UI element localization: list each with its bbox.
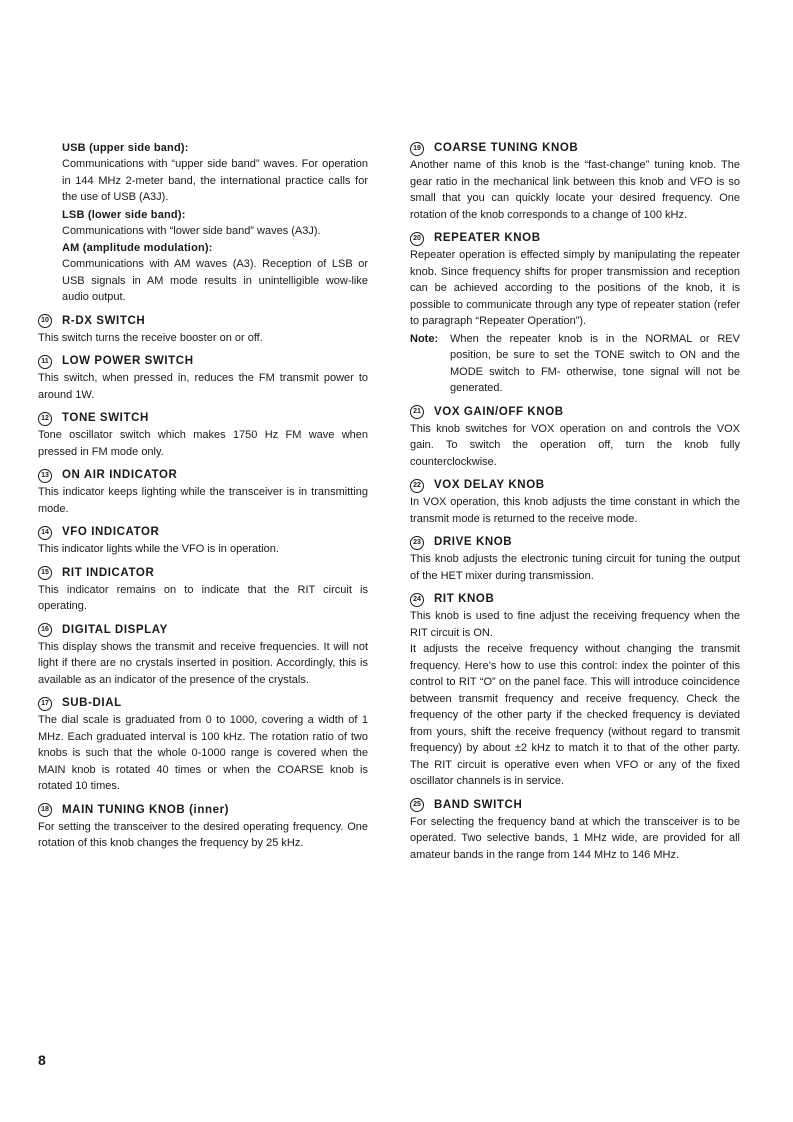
section-number-badge: 19 — [410, 142, 424, 156]
section-number-badge: 24 — [410, 593, 424, 607]
note-text: When the repeater knob is in the NORMAL or REV position, be sure to set the TONE switch to ON and the MODE switch to FM- otherwise, tone signal will not be generated. — [450, 332, 740, 394]
section-text: Repeater operation is effected simply by manipulating the repeater knob. Since frequency shifts for proper transmission and reception can be achieved according to the positions of the knob, it is possible to communicate through any type of repeater station (refer to paragraph “Repeater Operation”). — [410, 249, 740, 327]
section-title: ON AIR INDICATOR — [62, 469, 178, 481]
section-title: BAND SWITCH — [434, 798, 523, 811]
section-text: This indicator remains on to indicate that the RIT circuit is operating. — [38, 583, 368, 612]
section-21 — [410, 404, 740, 471]
section-22 — [410, 477, 740, 527]
section-18 — [38, 802, 368, 852]
section-title: VOX GAIN/OFF KNOB — [434, 405, 564, 418]
section-number-badge: 23 — [410, 536, 424, 550]
section-title: TONE SWITCH — [62, 412, 149, 424]
section-text: It adjusts the receive frequency without changing the transmit frequency. Here’s how to use this control: index the pointer of this control to RIT “O” on the panel face. This will introduce coincidence between transmit frequency and receive frequency. Check the frequency of the other party if the checked frequency is deviated from yours, shift the receive frequency (without regard to transmit frequency) by about ±2 kHz to match it to that of the other party. The RIT circuit is operative even when VFO or any of the fixed oscillator channels is in service. — [410, 643, 740, 787]
section-number-badge: 22 — [410, 479, 424, 493]
section-number-badge: 20 — [410, 232, 424, 246]
section-title: MAIN TUNING KNOB (inner) — [62, 803, 230, 816]
section-text: This indicator lights while the VFO is in operation. — [38, 543, 279, 555]
section-number-badge: 16 — [38, 623, 52, 637]
section-text: Another name of this knob is the “fast-change” tuning knob. The gear ratio in the mechanical link between this knob and VFO is so small that you can quickly locate your desired frequency. One rotation of the knob corresponds to a change of 100 kHz. — [410, 159, 740, 221]
section-text: This indicator keeps lighting while the transceiver is in transmitting mode. — [38, 486, 368, 515]
section-number-badge: 14 — [38, 526, 52, 540]
section-number-badge: 10 — [38, 314, 52, 328]
left-column — [38, 140, 368, 852]
section-text: This display shows the transmit and receive frequencies. It will not light if there are no crystals inserted in position. Accordingly, this is available as an indicator of the presence of the crystals. — [38, 640, 368, 686]
note-label: Note: — [410, 332, 439, 345]
section-number-badge: 11 — [38, 355, 52, 369]
page-number: 8 — [38, 1052, 46, 1068]
section-17 — [38, 695, 368, 795]
section-title: RIT INDICATOR — [62, 566, 155, 579]
section-text: The dial scale is graduated from 0 to 1000, covering a width of 1 MHz. Each graduated interval is 100 kHz. The rotation ratio of two knobs is such that the whole 0-1000 range is covered when the MAIN knob is rotated 40 times or when the COARSE knob is rotated 10 times. — [38, 714, 368, 792]
section-14 — [38, 524, 368, 558]
repeater-note — [410, 331, 740, 397]
section-text: This knob adjusts the electronic tuning circuit for tuning the output of the HET mixer during transmission. — [410, 553, 740, 582]
am-heading: AM (amplitude modulation): — [62, 242, 213, 254]
section-text: This knob switches for VOX operation on and controls the VOX gain. To switch the operation off, turn the knob fully counterclockwise. — [410, 422, 740, 468]
section-number-badge: 18 — [38, 803, 52, 817]
section-title: LOW POWER SWITCH — [62, 355, 194, 367]
section-title: DIGITAL DISPLAY — [62, 623, 168, 636]
usb-text: Communications with “upper side band” waves. For operation in 144 MHz 2-meter band, the international practice calls for the use of USB (A3J). — [62, 158, 368, 203]
section-number-badge: 25 — [410, 798, 424, 812]
section-13 — [38, 467, 368, 517]
section-title: COARSE TUNING KNOB — [434, 142, 579, 154]
section-10 — [38, 313, 368, 347]
section-12 — [38, 410, 368, 460]
am-text: Communications with AM waves (A3). Reception of LSB or USB signals in AM mode results in unintelligible wow-like audio output. — [62, 258, 368, 303]
section-text: For selecting the frequency band at which the transceiver is to be operated. Two selective bands, 1 MHz wide, are provided for all amateur bands in the range from 144 MHz to 146 MHz. — [410, 815, 740, 861]
lsb-heading: LSB (lower side band): — [62, 208, 186, 221]
section-title: REPEATER KNOB — [434, 232, 541, 244]
section-19 — [410, 140, 740, 223]
section-number-badge: 21 — [410, 405, 424, 419]
section-title: RIT KNOB — [434, 593, 495, 605]
section-number-badge: 17 — [38, 697, 52, 711]
section-20 — [410, 230, 740, 397]
section-16 — [38, 622, 368, 689]
mode-descriptions — [38, 140, 368, 306]
usb-heading: USB (upper side band): — [62, 142, 189, 154]
section-title: VOX DELAY KNOB — [434, 479, 545, 491]
section-25 — [410, 797, 740, 864]
section-text: This knob is used to fine adjust the receiving frequency when the RIT circuit is ON. — [410, 610, 740, 639]
section-text: This switch, when pressed in, reduces the FM transmit power to around 1W. — [38, 372, 368, 401]
section-title: R-DX SWITCH — [62, 314, 146, 327]
section-number-badge: 15 — [38, 566, 52, 580]
section-text: For setting the transceiver to the desired operating frequency. One rotation of this knob changes the frequency by 25 kHz. — [38, 820, 368, 849]
section-11 — [38, 353, 368, 403]
section-text: Tone oscillator switch which makes 1750 Hz FM wave when pressed in FM mode only. — [38, 429, 368, 458]
section-15 — [38, 565, 368, 615]
right-column — [410, 140, 740, 863]
section-text: This switch turns the receive booster on or off. — [38, 331, 263, 344]
section-title: DRIVE KNOB — [434, 536, 513, 548]
section-title: SUB-DIAL — [62, 697, 122, 709]
section-23 — [410, 534, 740, 584]
section-24 — [410, 591, 740, 790]
section-number-badge: 13 — [38, 469, 52, 483]
section-title: VFO INDICATOR — [62, 526, 160, 538]
section-number-badge: 12 — [38, 412, 52, 426]
section-text: In VOX operation, this knob adjusts the time constant in which the transmit mode is returned to the receive mode. — [410, 496, 740, 525]
lsb-text: Communications with “lower side band” waves (A3J). — [62, 224, 321, 237]
